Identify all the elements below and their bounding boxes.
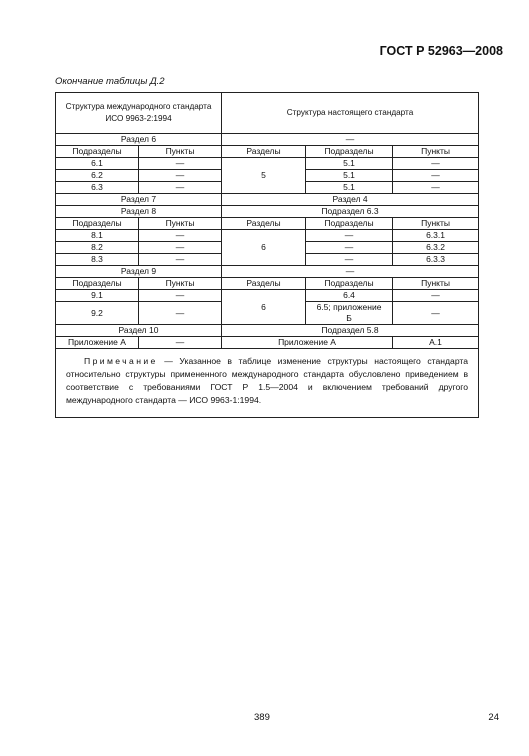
subheader-row: Подразделы Пункты Разделы Подразделы Пункты <box>56 278 479 290</box>
table-caption: Окончание таблицы Д.2 <box>55 76 165 87</box>
table-row: 8.2 — — 6.3.2 <box>56 242 479 254</box>
header-international: Структура международного стандарта ИСО 9963-2:1994 <box>56 93 222 134</box>
standard-code: ГОСТ Р 52963—2008 <box>379 44 503 58</box>
table-row: Раздел 8 Подраздел 6.3 <box>56 206 479 218</box>
table-row: 8.3 — — 6.3.3 <box>56 254 479 266</box>
sheet-number: 24 <box>488 712 499 723</box>
table-row: Приложение А — Приложение А А.1 <box>56 337 479 349</box>
table-note <box>56 349 479 418</box>
table-row: Раздел 6 — <box>56 134 479 146</box>
note-row <box>56 349 479 418</box>
subheader-row: Подразделы Пункты Разделы Подразделы Пункты <box>56 146 479 158</box>
table-row: 6.1 — 5 5.1 — <box>56 158 479 170</box>
table-header-row <box>56 93 479 134</box>
table-row: 6.3 — 5.1 — <box>56 182 479 194</box>
table-row: 9.2 — 6.5; приложение Б — <box>56 302 479 325</box>
note-label: Примечание <box>84 356 158 366</box>
table-row: 6.2 — 5.1 — <box>56 170 479 182</box>
note-text: — Указанное в таблице изменение структуры настоящего стандарта относительно структуры примененного международного стандарта обусловлено приведением в соответствие с требованиями ГОСТ Р 1.5—2004 и включением требований другого международного стандарта — ИСО 9963-1:1994. <box>66 356 469 405</box>
subheader-row: Подразделы Пункты Разделы Подразделы Пункты <box>56 218 479 230</box>
correspondence-table <box>55 92 479 418</box>
table-row: 8.1 — 6 — 6.3.1 <box>56 230 479 242</box>
table-row: Раздел 9 — <box>56 266 479 278</box>
table-row: Раздел 10 Подраздел 5.8 <box>56 325 479 337</box>
table-row: Раздел 7 Раздел 4 <box>56 194 479 206</box>
header-national: Структура настоящего стандарта <box>222 93 479 134</box>
table-row: 9.1 — 6 6.4 — <box>56 290 479 302</box>
page-number: 389 <box>254 712 270 723</box>
